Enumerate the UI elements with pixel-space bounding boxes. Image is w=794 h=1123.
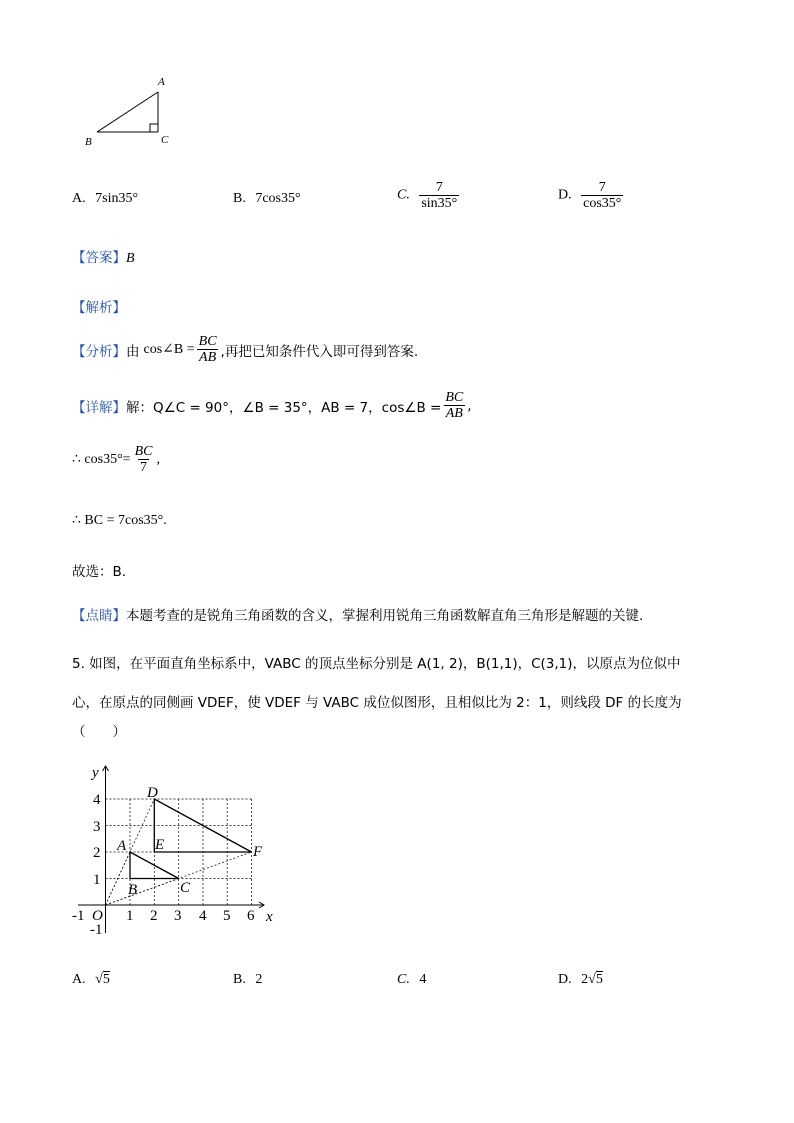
y-tick-4: 4 <box>93 792 101 808</box>
triangles <box>130 799 252 879</box>
sqrt-symbol: √ <box>588 972 596 987</box>
fenxi-pre: 由 <box>126 343 140 360</box>
coordinate-figure <box>60 758 290 948</box>
step-1-numerator: BC <box>134 444 153 459</box>
q4-option-d <box>558 180 625 211</box>
origin-label: O <box>92 908 103 924</box>
q5-line-1: 5. 如图，在平面直角坐标系中，VABC 的顶点坐标分别是 A(1, 2)，B(1,1)，C(3,1)，以原点为位似中 <box>72 656 681 672</box>
analysis-tag: 【解析】 <box>72 300 126 316</box>
option-a-value: 7sin35° <box>95 191 139 206</box>
fenxi-denominator: AB <box>199 350 217 365</box>
q5-option-d-label: D. <box>558 972 572 987</box>
point-label-f: F <box>253 844 263 860</box>
q5-option-a <box>72 972 110 988</box>
vertex-label-c: C <box>161 134 169 146</box>
q5-option-d-radicand: 5 <box>595 972 603 987</box>
x-tick-6: 6 <box>247 908 255 924</box>
q5-line-3: （ ） <box>72 724 126 740</box>
detail-text: 解：Q∠C = 90°，∠B = 35°，AB = 7，cos∠B = <box>126 399 442 416</box>
point-label-a: A <box>117 838 127 854</box>
q5-option-b-label: B. <box>233 972 246 987</box>
fenxi-line <box>72 334 418 365</box>
fenxi-post: ,再把已知条件代入即可得到答案. <box>220 343 419 360</box>
vertex-label-a: A <box>158 76 165 88</box>
option-c-label: C. <box>397 187 410 203</box>
fenxi-tag: 【分析】 <box>72 343 126 360</box>
comment-line <box>72 604 643 624</box>
q5-option-a-label: A. <box>72 972 86 987</box>
point-label-b: B <box>128 882 138 898</box>
comment-text: 本题考查的是锐角三角函数的含义，掌握利用锐角三角函数解直角三角形是解题的关键. <box>126 608 644 624</box>
choose-line: 故选：B. <box>72 564 127 580</box>
right-triangle-figure <box>80 72 190 152</box>
q5-option-a-value: 5 <box>102 972 110 987</box>
comment-tag: 【点睛】 <box>72 608 126 624</box>
option-a-label: A. <box>72 191 86 206</box>
x-tick-3: 3 <box>174 908 182 924</box>
x-tick-5: 5 <box>223 908 231 924</box>
detail-post: , <box>467 397 472 414</box>
y-axis-label: y <box>92 765 99 781</box>
y-tick-1: 1 <box>93 872 101 888</box>
answer-value: B <box>126 251 135 266</box>
q4-option-c <box>397 180 461 211</box>
step-1-post: , <box>156 451 160 467</box>
step-1 <box>72 444 160 475</box>
option-b-value: 7cos35° <box>255 191 301 206</box>
detail-line <box>72 390 472 421</box>
option-d-denominator: cos35° <box>583 196 622 211</box>
x-tick-1: 1 <box>126 908 134 924</box>
answer-tag: 【答案】 <box>72 250 126 266</box>
q5-line-2: 心，在原点的同侧画 VDEF，使 VDEF 与 VABC 成位似图形，且相似比为 2：1，则线段 DF 的长度为 <box>72 695 682 711</box>
point-label-c: C <box>180 880 191 896</box>
q5-option-d-coef: 2 <box>581 972 589 987</box>
x-tick-neg1: -1 <box>72 908 85 924</box>
option-d-numerator: 7 <box>598 180 606 195</box>
detail-denominator: AB <box>445 406 463 421</box>
x-axis-label: x <box>266 909 273 925</box>
q5-option-b-value: 2 <box>255 972 263 987</box>
q5-option-d <box>558 972 603 988</box>
fenxi-numerator: BC <box>198 334 217 349</box>
step-2: ∴ BC = 7cos35°. <box>72 513 167 528</box>
answer-line <box>72 246 135 267</box>
q5-option-c-label: C. <box>397 972 410 987</box>
q4-option-a <box>72 191 138 207</box>
option-c-denominator: sin35° <box>421 196 458 211</box>
point-label-e: E <box>155 837 165 853</box>
option-c-numerator: 7 <box>435 180 443 195</box>
step-1-pre: ∴ cos35°= <box>72 452 131 467</box>
fenxi-expr: cos∠B = <box>143 342 195 357</box>
detail-tag: 【详解】 <box>72 399 126 416</box>
detail-numerator: BC <box>445 390 464 405</box>
sqrt-symbol: √ <box>95 972 103 987</box>
step-1-denominator: 7 <box>140 460 148 475</box>
q5-option-c-value: 4 <box>419 972 427 987</box>
q5-option-b <box>233 972 262 988</box>
point-label-d: D <box>147 785 158 801</box>
y-tick-3: 3 <box>93 819 101 835</box>
q4-option-b <box>233 191 301 207</box>
y-tick-2: 2 <box>93 845 101 861</box>
y-tick-neg1: -1 <box>90 922 103 938</box>
q5-option-c <box>397 972 426 988</box>
x-tick-4: 4 <box>199 908 207 924</box>
axes <box>78 766 264 933</box>
option-b-label: B. <box>233 191 246 206</box>
vertex-label-b: B <box>85 136 92 148</box>
option-d-label: D. <box>558 187 572 203</box>
x-tick-2: 2 <box>150 908 158 924</box>
